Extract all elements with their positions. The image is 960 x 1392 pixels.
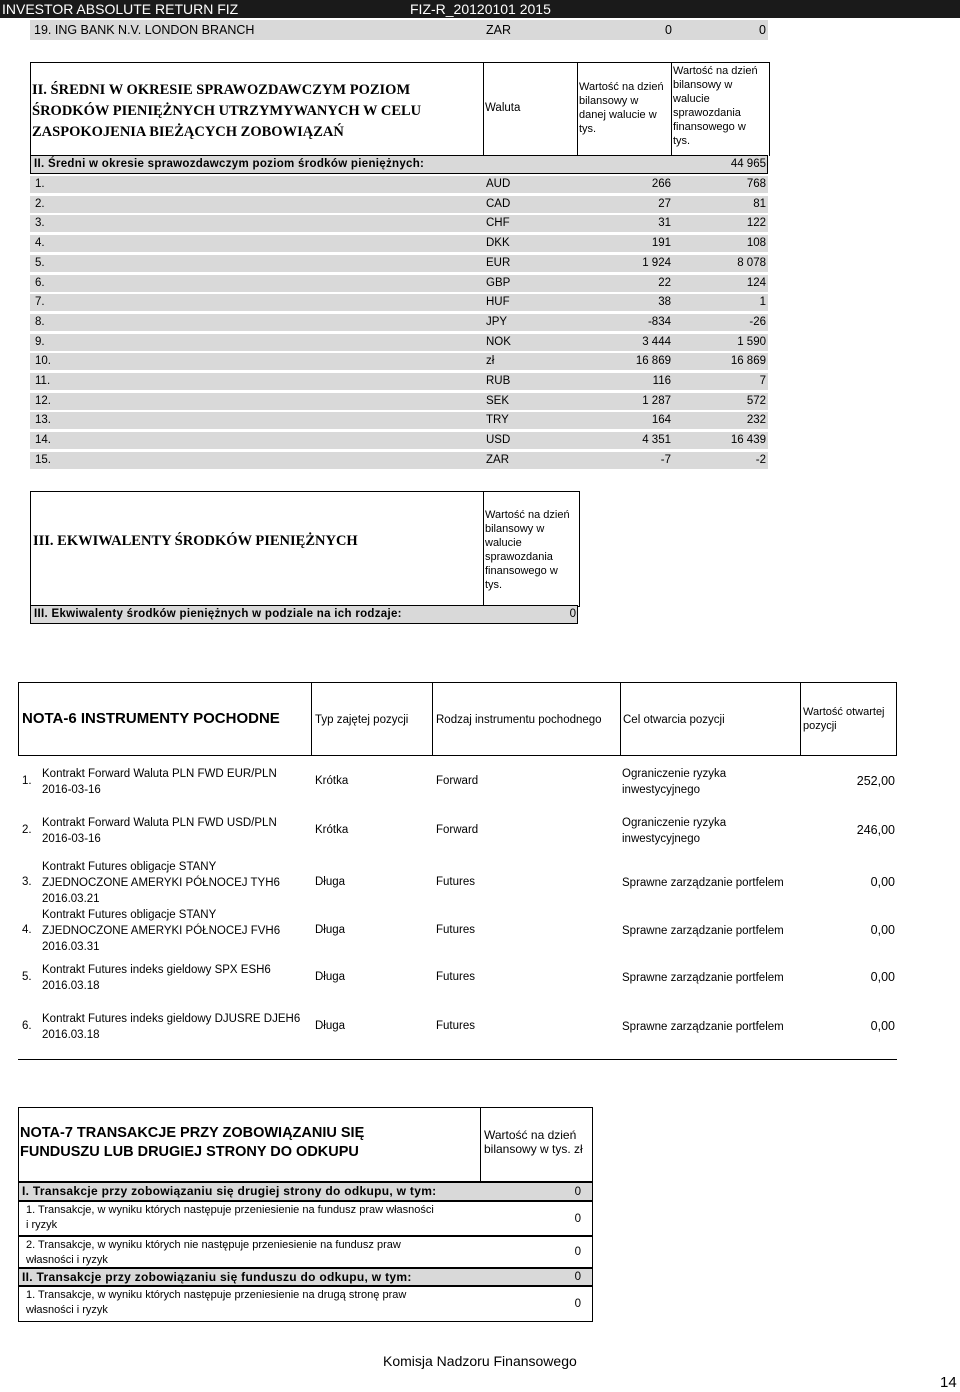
row-currency: TRY xyxy=(486,414,509,427)
top-row-label: 19. ING BANK N.V. LONDON BRANCH xyxy=(34,23,255,37)
row-value-reporting: 7 xyxy=(759,375,766,387)
nota6-row-goal xyxy=(622,923,784,939)
description-line: 2016-03-16 xyxy=(42,784,101,796)
row-currency: JPY xyxy=(486,315,508,328)
nota7-row-value: 0 xyxy=(574,1298,581,1310)
row-value-reporting: 16 439 xyxy=(730,434,766,447)
row-value-currency: 3 444 xyxy=(642,335,671,348)
row-number: 1. xyxy=(35,178,45,190)
row-value-reporting: 124 xyxy=(746,276,766,289)
nota6-row-type: Długa xyxy=(315,1020,346,1032)
row-value-reporting: 108 xyxy=(746,237,766,250)
description-line: Kontrakt Forward Waluta PLN FWD EUR/PLN xyxy=(42,768,277,780)
row-value-reporting: 1 590 xyxy=(737,335,766,348)
row-value-currency: -7 xyxy=(660,453,671,466)
row-value-currency: 191 xyxy=(651,237,671,250)
nota6-row-kind: Futures xyxy=(436,924,475,936)
section2-col-value-currency: Wartość na dzień bilansowy w danej walucie w tys. xyxy=(579,81,664,135)
row-number: 7. xyxy=(35,296,45,309)
label-line: 1. Transakcje, w wyniku których następuje przeniesienie na drugą stronę praw xyxy=(26,1289,407,1301)
nota6-row-kind: Futures xyxy=(436,971,475,983)
section2-col-currency: Waluta xyxy=(485,102,521,114)
row-value-reporting: 8 078 xyxy=(737,256,766,269)
goal-line: Sprawne zarządzanie portfelem xyxy=(622,925,784,937)
row-number: 10. xyxy=(35,355,51,368)
goal-line: Ograniczenie ryzyka xyxy=(622,817,727,829)
nota6-row-number: 3. xyxy=(22,876,32,888)
row-number: 12. xyxy=(35,394,51,407)
nota6-row-value: 0,00 xyxy=(870,923,895,937)
row-currency: SEK xyxy=(486,394,510,407)
nota7-row-value: 0 xyxy=(574,1271,581,1283)
nota6-row-description xyxy=(42,815,277,847)
goal-line: inwestycyjnego xyxy=(622,784,700,796)
nota6-row-description xyxy=(42,766,277,798)
row-value-reporting: 232 xyxy=(746,414,766,427)
row-value-reporting: 122 xyxy=(746,217,766,230)
nota6-row-description xyxy=(42,1011,300,1043)
row-value-currency: 27 xyxy=(658,197,671,210)
label-line: 1. Transakcje, w wyniku których następuje przeniesienie na fundusz praw własności xyxy=(26,1204,434,1216)
nota7-row-label xyxy=(26,1238,481,1268)
row-value-reporting: 81 xyxy=(753,197,766,210)
goal-line: Ograniczenie ryzyka xyxy=(622,768,727,780)
row-value-reporting: 572 xyxy=(746,394,766,407)
row-value-currency: 1 287 xyxy=(642,394,671,407)
row-value-reporting: 768 xyxy=(746,178,766,190)
row-currency: GBP xyxy=(486,276,511,289)
row-currency: NOK xyxy=(486,335,511,348)
nota6-title: NOTA-6 INSTRUMENTY POCHODNE xyxy=(22,710,280,727)
description-line: ZJEDNOCZONE AMERYKI PÓŁNOCEJ FVH6 xyxy=(42,925,281,937)
report-id: FIZ-R_20120101 2015 xyxy=(410,1,551,17)
row-value-reporting: 1 xyxy=(759,296,766,309)
row-value-currency: 31 xyxy=(658,217,671,230)
row-currency: USD xyxy=(486,434,511,447)
row-currency: EUR xyxy=(486,256,511,269)
row-number: 6. xyxy=(35,276,45,289)
nota7-title: NOTA-7 TRANSAKCJE PRZY ZOBOWIĄZANIU SIĘ FUNDUSZU LUB DRUGIEJ STRONY DO ODKUPU xyxy=(20,1125,365,1160)
document-header xyxy=(0,0,960,18)
nota6-row-description xyxy=(42,907,280,955)
description-line: Kontrakt Forward Waluta PLN FWD USD/PLN xyxy=(42,817,277,829)
description-line: Kontrakt Futures obligacje STANY xyxy=(42,909,217,921)
description-line: Kontrakt Futures indeks gieldowy SPX ESH6 xyxy=(42,964,271,976)
row-number: 2. xyxy=(35,197,45,210)
nota6-row-description xyxy=(42,962,271,994)
nota6-row-kind: Forward xyxy=(436,775,479,787)
nota7-col-value: Wartość na dzień bilansowy w tys. zł xyxy=(484,1128,583,1156)
row-value-reporting: 16 869 xyxy=(730,355,766,368)
nota6-row-type: Krótka xyxy=(315,824,349,836)
nota6-row-value: 246,00 xyxy=(856,823,895,837)
nota6-row-value: 252,00 xyxy=(856,774,895,788)
description-line: 2016.03.31 xyxy=(42,941,100,953)
row-number: 4. xyxy=(35,237,45,250)
nota6-row-goal xyxy=(622,875,784,891)
row-number: 9. xyxy=(35,335,45,348)
row-number: 11. xyxy=(35,375,51,387)
description-line: 2016.03.18 xyxy=(42,980,100,992)
label-line: własności i ryzyk xyxy=(26,1254,108,1266)
nota6-row-value: 0,00 xyxy=(870,1019,895,1033)
nota7-row-value: 0 xyxy=(574,1246,581,1258)
section2-summary-label: II. Średni w okresie sprawozdawczym poziom środków pieniężnych: xyxy=(34,158,425,170)
nota6-row-type: Długa xyxy=(315,876,346,888)
row-value-currency: 116 xyxy=(652,375,671,387)
row-value-currency: 164 xyxy=(651,414,671,427)
top-row-currency: ZAR xyxy=(486,23,511,37)
section2-summary-value: 44 965 xyxy=(730,158,766,170)
nota6-col-goal: Cel otwarcia pozycji xyxy=(623,714,725,726)
nota6-row-type: Długa xyxy=(315,924,346,936)
description-line: 2016.03.18 xyxy=(42,1029,100,1041)
nota6-row-goal xyxy=(622,970,784,986)
description-line: Kontrakt Futures obligacje STANY xyxy=(42,861,217,873)
description-line: 2016-03-16 xyxy=(42,833,101,845)
nota6-row-value: 0,00 xyxy=(870,875,895,889)
nota6-row-type: Długa xyxy=(315,971,346,983)
row-value-currency: 266 xyxy=(651,178,671,190)
row-number: 8. xyxy=(35,315,45,328)
description-line: ZJEDNOCZONE AMERYKI PÓŁNOCEJ TYH6 xyxy=(42,877,280,889)
row-value-currency: 16 869 xyxy=(635,355,671,368)
nota6-col-type: Typ zajętej pozycji xyxy=(315,714,409,726)
page-number: 14 xyxy=(940,1374,957,1391)
label-line: II. Transakcje przy zobowiązaniu się funduszu do odkupu, w tym: xyxy=(22,1270,412,1284)
row-number: 15. xyxy=(35,453,51,466)
footer-authority: Komisja Nadzoru Finansowego xyxy=(383,1353,577,1369)
row-value-currency: 4 351 xyxy=(642,434,671,447)
nota7-row-label xyxy=(26,1288,481,1318)
nota6-row-goal xyxy=(622,815,726,847)
section3-col-value: Wartość na dzień bilansowy w walucie sprawozdania finansowego w tys. xyxy=(485,509,570,591)
nota6-row-value: 0,00 xyxy=(870,970,895,984)
nota6-row-kind: Futures xyxy=(436,876,475,888)
row-currency: HUF xyxy=(486,296,510,309)
row-value-currency: 1 924 xyxy=(642,256,671,269)
nota6-row-number: 2. xyxy=(22,824,32,836)
label-line: I. Transakcje przy zobowiązaniu się drugiej strony do odkupu, w tym: xyxy=(22,1184,437,1198)
goal-line: Sprawne zarządzanie portfelem xyxy=(622,972,784,984)
row-value-currency: 22 xyxy=(658,276,671,289)
nota7-row-value: 0 xyxy=(574,1185,581,1198)
section2-col-value-reporting: Wartość na dzień bilansowy w walucie sprawozdania finansowego w tys. xyxy=(673,65,758,147)
section3-summary-value: 0 xyxy=(569,608,576,620)
nota7-row-label xyxy=(22,1270,477,1285)
nota6-col-kind: Rodzaj instrumentu pochodnego xyxy=(436,714,602,726)
nota6-col-value: Wartość otwartej pozycji xyxy=(803,706,885,732)
row-currency: CHF xyxy=(486,217,510,230)
row-value-reporting: -2 xyxy=(755,453,766,466)
nota6-row-kind: Futures xyxy=(436,1020,475,1032)
row-value-currency: 38 xyxy=(658,296,671,309)
row-currency: DKK xyxy=(486,237,510,250)
label-line: 2. Transakcje, w wyniku których nie następuje przeniesienie na fundusz praw xyxy=(26,1239,401,1251)
fund-name: INVESTOR ABSOLUTE RETURN FIZ xyxy=(2,1,239,17)
goal-line: Sprawne zarządzanie portfelem xyxy=(622,1021,784,1033)
description-line: 2016.03.21 xyxy=(42,893,100,905)
nota6-row-kind: Forward xyxy=(436,824,479,836)
row-number: 5. xyxy=(35,256,45,269)
description-line: Kontrakt Futures indeks gieldowy DJUSRE DJEH6 xyxy=(42,1013,301,1025)
row-currency: RUB xyxy=(486,375,511,387)
row-currency: zł xyxy=(486,355,495,368)
top-row-value-1: 0 xyxy=(665,23,672,37)
row-value-currency: -834 xyxy=(647,315,671,328)
nota6-row-goal xyxy=(622,766,726,798)
row-currency: CAD xyxy=(486,197,511,210)
nota6-row-type: Krótka xyxy=(315,775,349,787)
row-number: 13. xyxy=(35,414,51,427)
section2-title: II. ŚREDNI W OKRESIE SPRAWOZDAWCZYM POZIOM ŚRODKÓW PIENIĘŻNYCH UTRZYMYWANYCH W CELU ZASPOKOJENIA BIEŻĄCYCH ZOBOWIĄZAŃ xyxy=(32,82,422,140)
row-value-reporting: -26 xyxy=(749,315,766,328)
section3-summary-label: III. Ekwiwalenty środków pieniężnych w podziale na ich rodzaje: xyxy=(34,608,402,620)
label-line: własności i ryzyk xyxy=(26,1304,108,1316)
nota6-row-description xyxy=(42,859,280,907)
row-currency: ZAR xyxy=(486,453,509,466)
top-row-value-2: 0 xyxy=(759,23,766,37)
goal-line: Sprawne zarządzanie portfelem xyxy=(622,877,784,889)
goal-line: inwestycyjnego xyxy=(622,833,700,845)
nota7-row-label xyxy=(22,1184,477,1199)
nota6-row-goal xyxy=(622,1019,784,1035)
row-number: 3. xyxy=(35,217,45,230)
row-number: 14. xyxy=(35,434,51,447)
nota6-row-number: 6. xyxy=(22,1020,32,1032)
nota6-row-number: 1. xyxy=(22,775,32,787)
nota6-row-number: 5. xyxy=(22,971,32,983)
nota7-row-value: 0 xyxy=(574,1212,581,1225)
section3-title: III. EKWIWALENTY ŚRODKÓW PIENIĘŻNYCH xyxy=(33,533,358,549)
label-line: i ryzyk xyxy=(26,1219,58,1231)
nota7-row-label xyxy=(26,1203,481,1233)
row-currency: AUD xyxy=(486,178,511,190)
nota6-row-number: 4. xyxy=(22,924,32,936)
